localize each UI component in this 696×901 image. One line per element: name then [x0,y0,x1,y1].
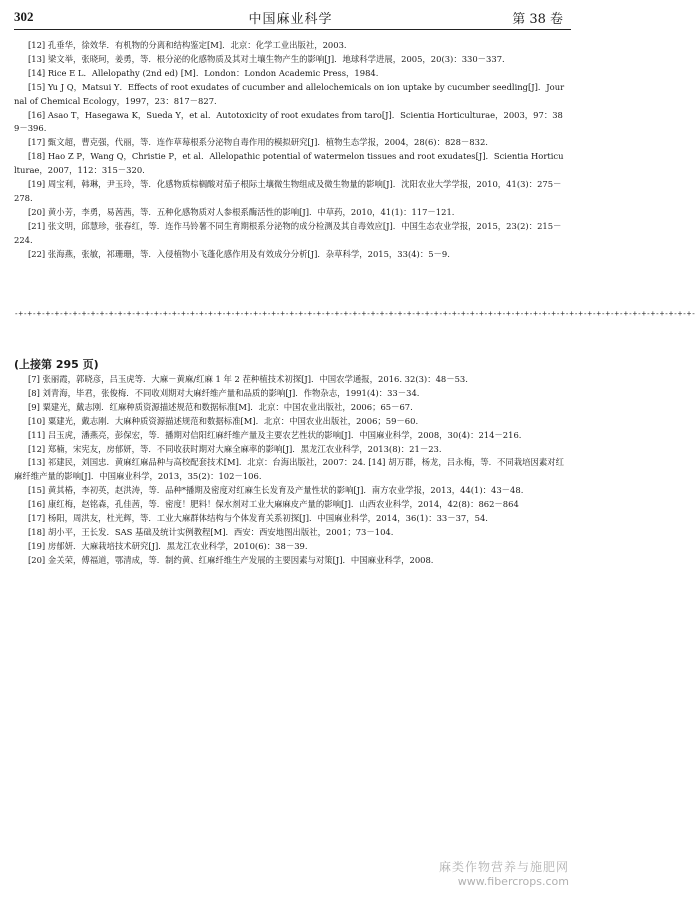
reference-item: [15] 黄其椿，李初英，赵洪涛，等．品种*播期及密度对红麻生长发育及产量性状的影响[J]．南方农业学报，2013，44(1)：43－48. [28,485,524,496]
reference-item: [18] Hao Z P，Wang Q，Christie P，et al．Allelopathic potential of watermelon tissues and root exudates[J]．Scientia Horticulturae，2007，112：315－320. [14,151,564,176]
reference-item: [7] 张丽霞，郭晓彦，吕玉虎等．大麻－黄麻/红麻 1 年 2 茬种植技术初探[J]．中国农学通报，2016. 32(3)：48－53. [28,374,468,384]
reference-list-top [14,39,566,262]
volume-label: 第 38 卷 [512,12,563,27]
reference-item: [20] 金关荣，傅福道，鄂清成，等．制约黄、红麻纤维生产发展的主要因素与对策[J]．中国麻业科学，2008. [28,554,434,565]
reference-item: [10] 粟建光，戴志刚．大麻种质资源描述规范和数据标准[M]．北京：中国农业出版社，2006；59－60. [28,415,419,426]
watermark-name: 麻类作物营养与施肥网 [438,860,569,874]
reference-item: [17] 甄文超，曹克强，代丽，等．连作草莓根系分泌物自毒作用的模拟研究[J]．植物生态学报，2004，28(6)：828－832. [28,137,488,148]
reference-item: [16] Asao T，Hasegawa K，Sueda Y，et al．Autotoxicity of root exudates from taro[J]．Scientia Horticulturae，2003，97：389－396. [14,109,563,134]
reference-item: [20] 黄小芳，李勇，易茜茜，等．五种化感物质对人参根系酶活性的影响[J]．中草药，2010，41(1)：117－121. [28,206,455,217]
page-number: 302 [14,9,34,24]
continued-from-label: (上接第 295 页) [14,358,99,371]
reference-item: [8] 刘青海，毕君，张俊梅．不同收刈期对大麻纤维产量和品质的影响[J]．作物杂志，1991(4)：33－34. [28,387,420,398]
reference-item: [16] 康红梅，赵铭森，孔佳茜，等．密度！肥料！保水剂对工业大麻麻皮产量的影响[J]．山西农业科学，2014，42(8)：862－864 [28,499,519,510]
reference-item: [13] 梁文举，张晓珂，姜勇，等．根分泌的化感物质及其对土壤生物产生的影响[J]．地球科学进展，2005，20(3)：330－337. [28,53,505,64]
page-header [0,0,581,34]
journal-title: 中国麻业科学 [248,12,333,27]
reference-item: [13] 祁建民，刘国忠．黄麻红麻品种与高校配套技术[M]．北京：台海出版社，2007：24. [14] 胡万群，杨龙，吕永梅，等．不同栽培因素对红麻纤维产量的影响[J]．中国麻业科学，2013，35(2)：102－106. [14,457,564,482]
reference-item: [19] 房郁妍．大麻栽培技术研究[J]．黑龙江农业科学，2010(6)：38－39. [28,540,308,551]
site-watermark [439,858,569,888]
reference-item: [19] 周宝利，韩琳，尹玉玲，等．化感物质棕榈酸对茄子根际土壤微生物组成及微生物量的影响[J]．沈阳农业大学学报，2010，41(3)：275－278. [14,179,562,203]
reference-item: [21] 张文明，邱慧珍，张春红，等．连作马铃薯不同生育期根系分泌物的成分检测及其自毒效应[J]．中国生态农业学报，2015，23(2)：215－224. [14,220,562,245]
reference-item: [12] 孔垂华，徐效华．有机物的分离和结构鉴定[M]．北京：化学工业出版社，2003. [28,40,347,50]
reference-item: [14] Rice E L．Allelopathy (2nd ed) [M]．London：London Academic Press，1984. [28,67,379,78]
reference-item: [17] 杨阳，周洪友，杜光辉，等．工业大麻群体结构与个体发育关系初探[J]．中国麻业科学，2014，36(1)：33－37，54. [28,513,488,524]
reference-list-bottom [14,373,566,568]
reference-item: [9] 粟建光，戴志刚．红麻种质资源描述规范和数据标准[M]．北京：中国农业出版社，2006；65－67. [28,401,413,412]
reference-item: [11] 吕玉虎，潘燕亮，彭保宏，等．播期对信阳红麻纤维产量及主要农艺性状的影响[J]．中国麻业科学，2008，30(4)：214－216. [28,429,522,440]
section-divider: -+-+-+-+-+-+-+-+-+-+-+-+-+-+-+-+-+-+-+-+-+-+-+-+-+-+-+-+-+-+-+-+-+-+-+-+-+-+-+-+-+-+-+-+-+-+-+-+-+-+-+-+-+-+-+-+-+-+-+-+-+-+-+-+-+-+-+-+-+-+-+-+-+-+-+- [14,309,696,318]
reference-item: [12] 郑楠，宋宪友，房郁妍，等．不同收获时期对大麻全麻率的影响[J]．黑龙江农业科学，2013(8)：21－23. [28,443,442,454]
reference-item: [18] 胡小平，王长发．SAS 基础及统计实例教程[M]．西安：西安地图出版社，2001；73－104. [28,526,394,537]
reference-item: [22] 张海燕，张敏，祁珊珊，等．入侵植物小飞蓬化感作用及有效成分分析[J]．杂草科学，2015，33(4)：5－9. [28,248,450,259]
watermark-url: www.fibercrops.com [457,875,569,888]
reference-item: [15] Yu J Q，Matsui Y．Effects of root exudates of cucumber and allelochemicals on ion uptake by cucumber seedling[J]．Journal of Chemical Ecology，1997，23：817－827. [14,81,565,106]
header-rule [14,29,571,30]
